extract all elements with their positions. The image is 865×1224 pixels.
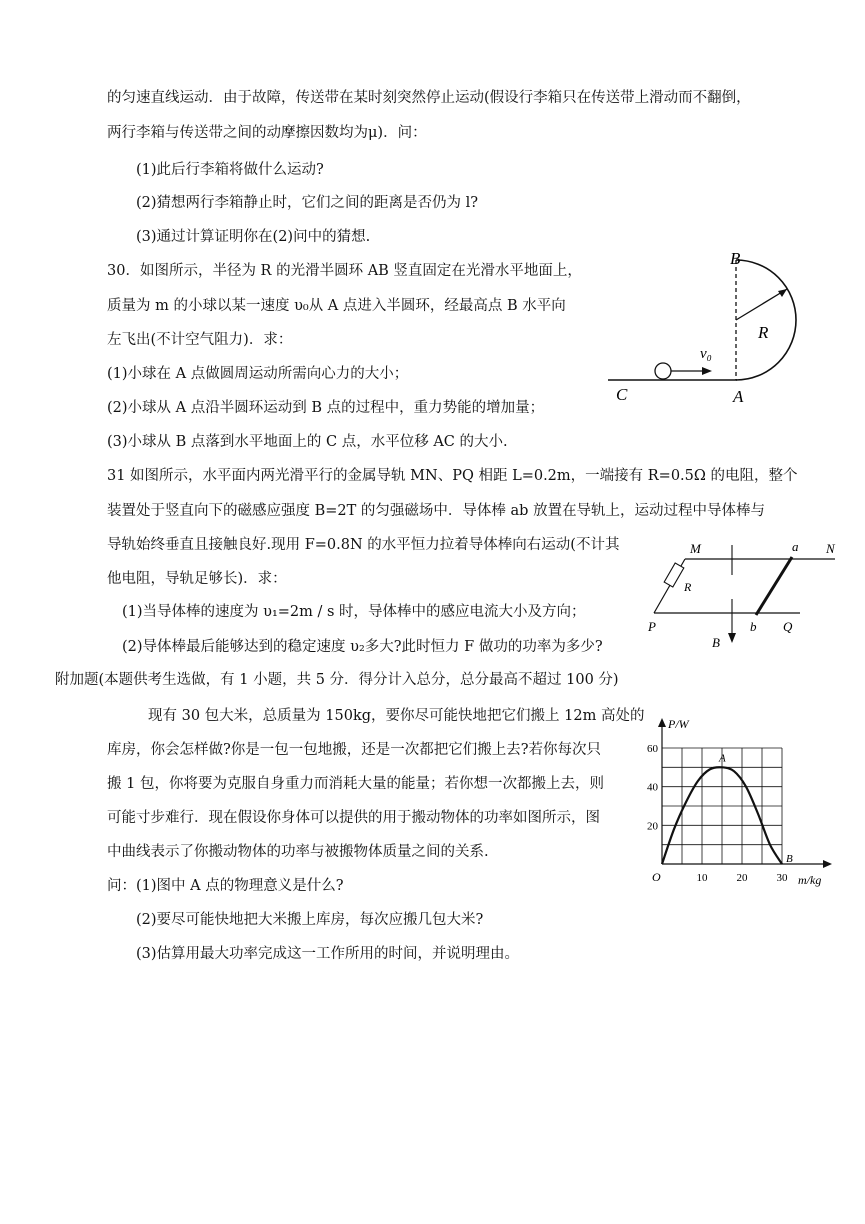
label-b-rod: b [750, 619, 757, 634]
semicircle-figure [600, 248, 820, 418]
label-p: P [648, 619, 656, 634]
q30-text-line3: 左飞出(不计空气阻力)．求： [107, 332, 293, 348]
bonus-text-line1: 现有 30 包大米，总质量为 150kg，要你尽可能快地把它们搬上 12m 高处的 [148, 708, 645, 724]
bonus-text-line4: 可能寸步难行．现在假设你身体可以提供的用于搬动物体的功率如图所示，图 [107, 810, 600, 826]
label-r: R [758, 323, 769, 342]
x-axis-arrow [823, 860, 832, 868]
q30-sub2: (2)小球从 A 点沿半圆环运动到 B 点的过程中，重力势能的增加量； [107, 400, 545, 416]
y-axis-label: P/W [668, 717, 689, 731]
rail-figure [640, 535, 840, 655]
y-axis-arrow [658, 718, 666, 727]
q30-text-line1: 30．如图所示，半径为 R 的光滑半圆环 AB 竖直固定在光滑水平地面上， [107, 263, 582, 279]
y-tick-label: 60 [647, 743, 658, 755]
q29-sub2: (2)猜想两行李箱静止时，它们之间的距离是否仍为 l? [136, 195, 479, 211]
q31-sub2: (2)导体棒最后能够达到的稳定速度 υ₂多大?此时恒力 F 做功的功率为多少? [122, 639, 603, 655]
q30-text-line2: 质量为 m 的小球以某一速度 υ₀从 A 点进入半圆环，经最高点 B 水平向 [107, 298, 566, 314]
x-axis-label: m/kg [798, 873, 822, 887]
q31-text-line3: 导轨始终垂直且接触良好.现用 F=0.8N 的水平恒力拉着导体棒向右运动(不计其 [107, 537, 620, 553]
x-tick-label: 10 [696, 872, 708, 884]
bonus-text-line5: 中曲线表示了你搬动物体的功率与被搬物体质量之间的关系. [107, 844, 489, 860]
y-tick-label: 20 [647, 820, 658, 833]
q29-sub1: (1)此后行李箱将做什么运动? [136, 162, 324, 178]
origin-label: O [652, 870, 661, 884]
point-label-b: B [786, 853, 793, 865]
bonus-text-line2: 库房，你会怎样做?你是一包一包地搬，还是一次都把它们搬上去?若你每次只 [107, 742, 602, 758]
label-b: B [730, 249, 741, 268]
bonus-text-line3: 搬 1 包，你将要为克服自身重力而消耗大量的能量；若你想一次都搬上去，则 [107, 776, 604, 792]
label-r-resistor: R [684, 580, 692, 594]
q31-text-line2: 装置处于竖直向下的磁感应强度 B=2T 的匀强磁场中．导体棒 ab 放置在导轨上，运动过程中导体棒与 [107, 503, 766, 519]
q29-text-line1: 的匀速直线运动．由于故障，传送带在某时刻突然停止运动(假设行李箱只在传送带上滑动而不翻倒， [107, 90, 751, 106]
bonus-ask3: (3)估算用最大功率完成这一工作所用的时间，并说明理由。 [136, 946, 520, 962]
label-v0: v₀ [700, 346, 712, 362]
q31-text-line1: 31 如图所示，水平面内两光滑平行的金属导轨 MN、PQ 相距 L=0.2m，一端接有 R=0.5Ω 的电阻，整个 [107, 468, 798, 484]
q30-sub3: (3)小球从 B 点落到水平地面上的 C 点，水平位移 AC 的大小. [107, 434, 508, 450]
label-b-field: B [712, 635, 720, 650]
q29-sub3: (3)通过计算证明你在(2)问中的猜想. [136, 229, 371, 245]
x-tick-label: 30 [776, 872, 788, 884]
bonus-header: 附加题(本题供考生选做，有 1 小题，共 5 分．得分计入总分，总分最高不超过 100 分) [55, 672, 619, 688]
label-c: C [616, 385, 628, 404]
power-mass-chart [630, 712, 840, 892]
q31-text-line4: 他电阻，导轨足够长)．求： [107, 571, 287, 587]
q30-sub1: (1)小球在 A 点做圆周运动所需向心力的大小； [107, 366, 409, 382]
label-m: M [690, 541, 701, 556]
q29-text-line2: 两行李箱与传送带之间的动摩擦因数均为μ)．问： [107, 125, 427, 141]
label-n: N [826, 541, 835, 556]
bonus-ask1: 问：(1)图中 A 点的物理意义是什么? [107, 878, 344, 894]
x-tick-label: 20 [736, 872, 748, 884]
q31-sub1: (1)当导体棒的速度为 υ₁=2m / s 时，导体棒中的感应电流大小及方向； [122, 604, 586, 620]
label-q: Q [783, 619, 793, 634]
bonus-ask2: (2)要尽可能快地把大米搬上库房，每次应搬几包大米? [136, 912, 484, 928]
point-label-a: A [719, 752, 726, 765]
y-tick-label: 40 [647, 781, 658, 794]
label-a: A [733, 387, 744, 406]
label-a-rod: a [792, 539, 799, 554]
